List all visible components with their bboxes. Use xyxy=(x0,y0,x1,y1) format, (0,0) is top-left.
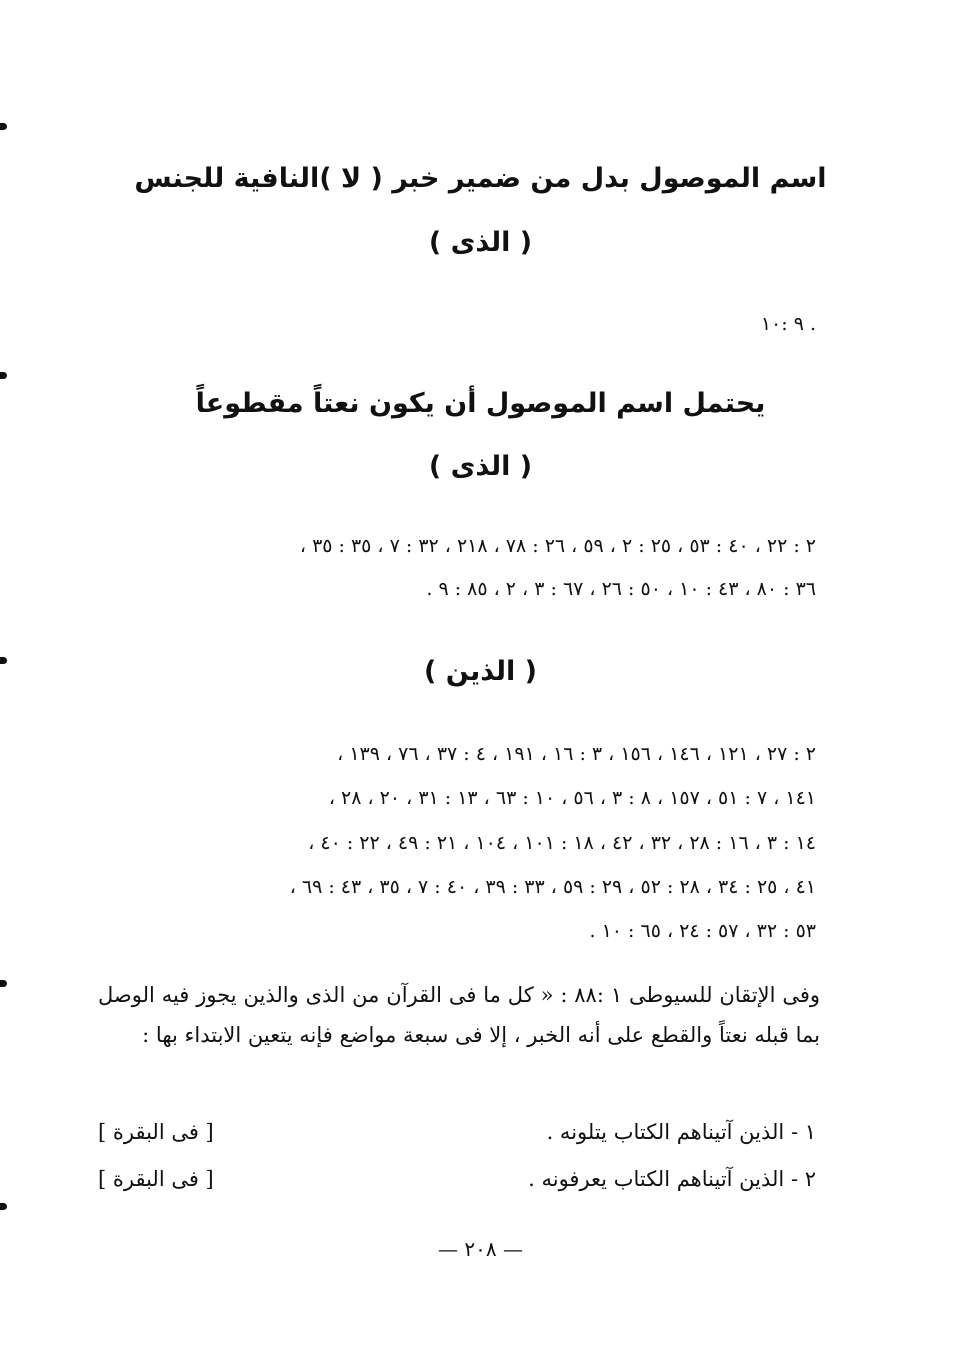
list-item-text: ٢ - الذين آتيناهم الكتاب يعرفونه . xyxy=(528,1167,816,1191)
scan-edge-mark xyxy=(0,1203,7,1210)
section-subheading: ( الذى ) xyxy=(428,227,533,258)
list-item-text: ١ - الذين آتيناهم الكتاب يتلونه . xyxy=(546,1120,816,1144)
list-item-source: [ فى البقرة ] xyxy=(98,1167,214,1191)
list-item-source: [ فى البقرة ] xyxy=(98,1120,214,1144)
reference-line: ٥٣ : ٣٢ ، ٥٧ : ٢٤ ، ٦٥ : ١٠ . xyxy=(589,920,816,942)
section-heading: اسم الموصول بدل من ضمير خبر ( لا )النافية للجنس xyxy=(134,163,827,194)
section-heading: يحتمل اسم الموصول أن يكون نعتاً مقطوعاً xyxy=(195,388,766,419)
reference-line: ٤١ ، ٢٥ : ٣٤ ، ٢٨ : ٥٢ ، ٢٩ : ٥٩ ، ٣٣ : ٣٩ ، ٤٠ : ٧ ، ٣٥ ، ٤٣ : ٦٩ ، xyxy=(289,876,816,898)
quotation-paragraph: وفى الإتقان للسيوطى ١ :٨٨ : « كل ما فى القرآن من الذى والذين يجوز فيه الوصل بما قبله نعتاً والقطع على أنه الخبر ، إلا فى سبعة مواضع فإنه يتعين الابتداء بها : xyxy=(98,983,821,1047)
scan-edge-mark xyxy=(0,657,7,664)
reference-line: ٢ : ٢٢ ، ٤٠ : ٥٣ ، ٢٥ : ٢ ، ٥٩ ، ٢٦ : ٧٨ ، ٢١٨ ، ٣٢ : ٧ ، ٣٥ : ٣٥ ، xyxy=(299,535,816,557)
reference-line: . ٩ :١٠ xyxy=(760,313,816,335)
reference-line: ١٤١ ، ٧ : ٥١ ، ١٥٧ ، ٨ : ٣ ، ٥٦ ، ١٠ : ٦٣ ، ١٣ : ٣١ ، ٢٠ ، ٢٨ ، xyxy=(328,787,816,809)
scan-edge-mark xyxy=(0,372,7,379)
reference-line: ٣٦ : ٨٠ ، ٤٣ : ١٠ ، ٥٠ : ٢٦ ، ٦٧ : ٣ ، ٢ ، ٨٥ : ٩ . xyxy=(426,578,816,600)
reference-line: ١٤ : ٣ ، ١٦ : ٢٨ ، ٣٢ ، ٤٢ ، ١٨ : ١٠١ ، ١٠٤ ، ٢١ : ٤٩ ، ٢٢ : ٤٠ ، xyxy=(308,832,816,854)
section-subheading: ( الذين ) xyxy=(424,656,537,687)
page-number: — ٢٠٨ — xyxy=(438,1237,523,1261)
reference-line: ٢ : ٢٧ ، ١٢١ ، ١٤٦ ، ١٥٦ ، ٣ : ١٦ ، ١٩١ ، ٤ : ٣٧ ، ٧٦ ، ١٣٩ ، xyxy=(337,743,816,765)
scan-edge-mark xyxy=(0,980,7,987)
section-subheading: ( الذى ) xyxy=(428,451,533,482)
scan-edge-mark xyxy=(0,123,7,130)
